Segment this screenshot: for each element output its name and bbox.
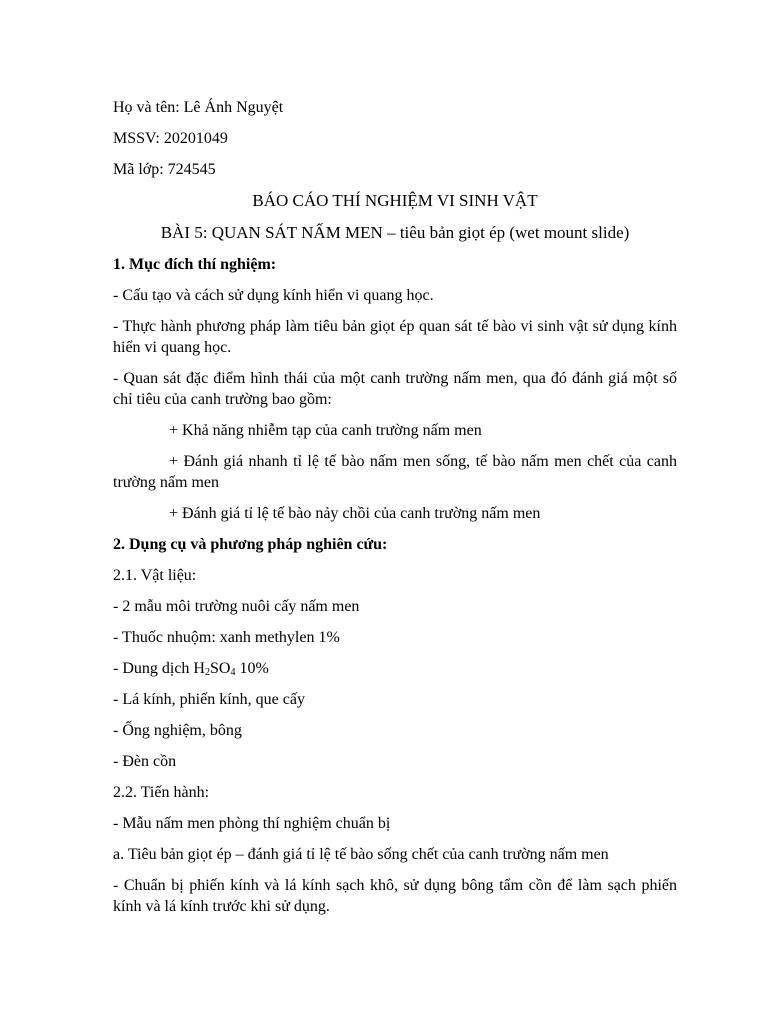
material-item: - Thuốc nhuộm: xanh methylen 1%	[113, 629, 340, 646]
procedure-subheading: 2.2. Tiến hành:	[113, 784, 210, 801]
section1-paragraph: - Cấu tạo và cách sử dụng kính hiển vi quang học.	[113, 287, 434, 304]
procedure-item: - Mẫu nấm men phòng thí nghiệm chuẩn bị	[113, 815, 391, 832]
materials-subheading: 2.1. Vật liệu:	[113, 567, 197, 584]
class-code: Mã lớp: 724545	[113, 161, 216, 178]
formula-suffix: 10%	[235, 660, 269, 677]
section1-paragraph: - Thực hành phương pháp làm tiêu bản giọt ép quan sát tế bào vi sinh vật sử dụng kính hiển vi quang học.	[113, 318, 677, 356]
material-item: - Lá kính, phiến kính, que cấy	[113, 691, 305, 708]
student-id: MSSV: 20201049	[113, 130, 228, 147]
report-title: BÁO CÁO THÍ NGHIỆM VI SINH VẬT	[252, 191, 538, 210]
section1-paragraph: - Quan sát đặc điểm hình thái của một canh trường nấm men, qua đó đánh giá một số chỉ tiêu của canh trường bao gồm:	[113, 370, 677, 408]
formula-prefix: - Dung dịch H	[113, 660, 205, 677]
material-item: - 2 mẫu môi trường nuôi cấy nấm men	[113, 598, 360, 615]
section1-bullet: + Đánh giá tỉ lệ tế bào nảy chồi của canh trường nấm men	[169, 505, 541, 522]
section1-heading: 1. Mục đích thí nghiệm:	[113, 256, 277, 273]
section2-heading: 2. Dụng cụ và phương pháp nghiên cứu:	[113, 536, 388, 553]
material-item-formula	[113, 658, 677, 679]
procedure-item: a. Tiêu bản giọt ép – đánh giá tỉ lệ tế bào sống chết của canh trường nấm men	[113, 846, 609, 863]
section1-bullet: + Đánh giá nhanh tỉ lệ tế bào nấm men sống, tế bào nấm men chết của canh trường nấm men	[113, 453, 677, 491]
document-page	[113, 97, 677, 927]
student-name: Họ và tên: Lê Ánh Nguyệt	[113, 99, 284, 116]
procedure-item: - Chuẩn bị phiến kính và lá kính sạch khô, sử dụng bông tẩm cồn để làm sạch phiến kính và lá kính trước khi sử dụng.	[113, 877, 677, 915]
formula-subscript: 4	[230, 667, 236, 678]
formula-subscript: 2	[204, 667, 210, 678]
section1-bullet: + Khả năng nhiễm tạp của canh trường nấm men	[169, 422, 482, 439]
material-item: - Đèn cồn	[113, 753, 177, 770]
material-item: - Ống nghiệm, bông	[113, 722, 242, 739]
report-subtitle: BÀI 5: QUAN SÁT NẤM MEN – tiêu bản giọt ép (wet mount slide)	[160, 223, 630, 242]
formula-mid: SO	[209, 660, 231, 677]
